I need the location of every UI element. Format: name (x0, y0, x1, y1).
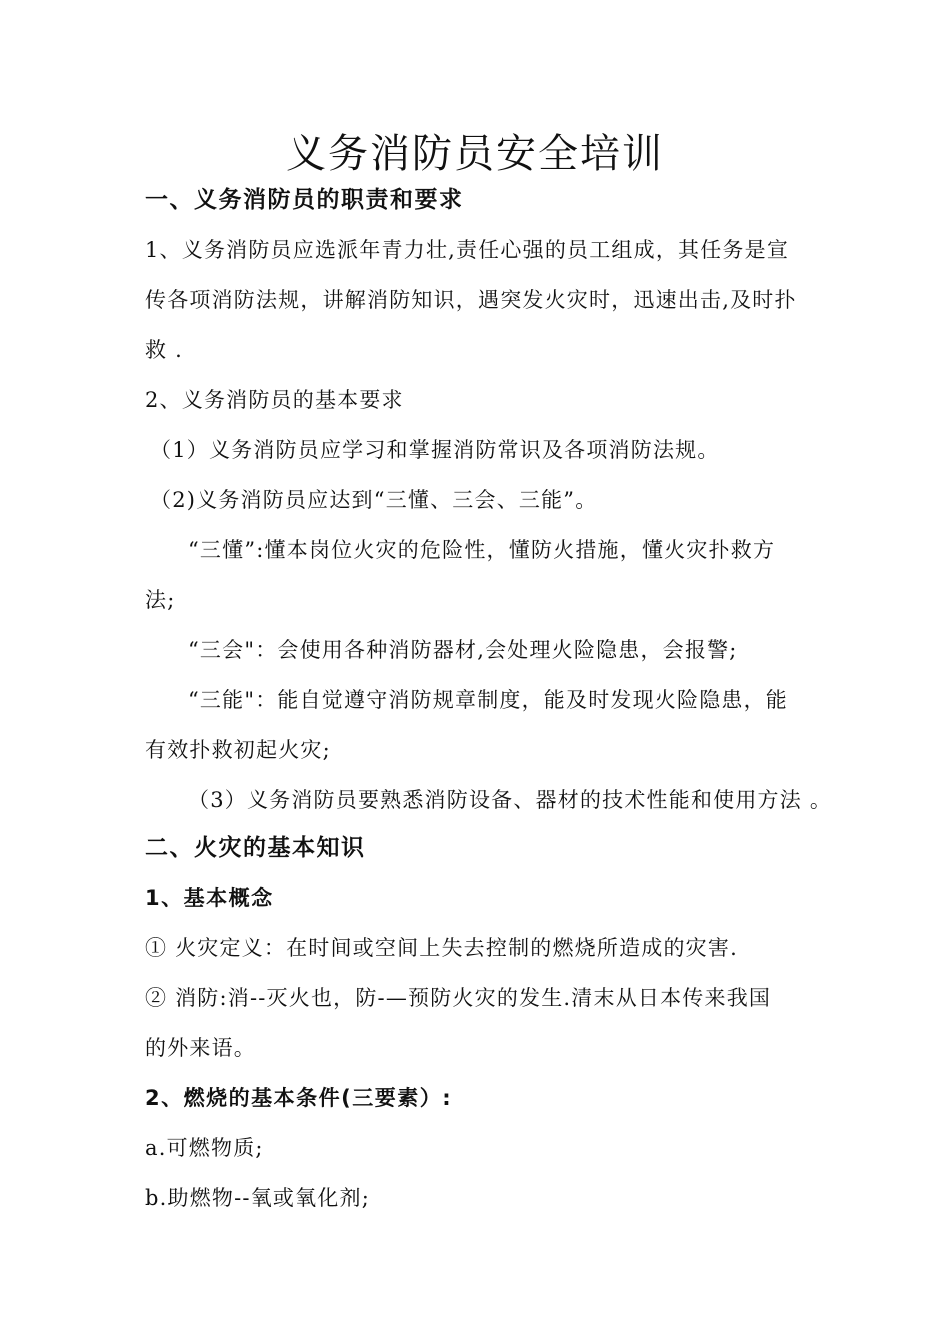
paragraph-line: 法; (145, 588, 176, 612)
section-heading-duties: 一、义务消防员的职责和要求 (145, 187, 464, 213)
list-item: （2)义务消防员应达到“三懂、三会、三能”。 (150, 488, 598, 512)
list-item: a.可燃物质; (145, 1136, 264, 1160)
paragraph-line: ① 火灾定义：在时间或空间上失去控制的燃烧所造成的灾害. (145, 936, 738, 960)
list-item: （3）义务消防员要熟悉消防设备、器材的技术性能和使用方法 。 (188, 788, 833, 812)
document-title: 义务消防员安全培训 (286, 131, 664, 177)
paragraph-line: 有效扑救初起火灾; (145, 738, 331, 762)
paragraph-line: “三懂”:懂本岗位火灾的危险性，懂防火措施，懂火灾扑救方 (188, 538, 776, 562)
paragraph-line: 传各项消防法规，讲解消防知识，遇突发火灾时，迅速出击,及时扑 (145, 288, 797, 312)
paragraph-line: 救 . (145, 338, 183, 362)
paragraph-line: “三能"：能自觉遵守消防规章制度，能及时发现火险隐患，能 (188, 688, 788, 712)
paragraph-line: 2、义务消防员的基本要求 (145, 388, 404, 412)
subsection-heading: 2、燃烧的基本条件(三要素）: (145, 1086, 453, 1110)
subsection-heading: 1、基本概念 (145, 886, 274, 910)
list-item: （1）义务消防员应学习和掌握消防常识及各项消防法规。 (150, 438, 720, 462)
section-heading-fire-knowledge: 二、火灾的基本知识 (145, 835, 366, 861)
paragraph-line: 的外来语。 (145, 1036, 256, 1060)
paragraph-line: “三会"：会使用各种消防器材,会处理火险隐患，会报警; (188, 638, 738, 662)
paragraph-line: 1、义务消防员应选派年青力壮,责任心强的员工组成，其任务是宣 (145, 238, 790, 262)
paragraph-line: ② 消防:消--灭火也，防-—预防火灾的发生.清末从日本传来我国 (145, 986, 772, 1010)
list-item: b.助燃物--氧或氧化剂; (145, 1186, 370, 1210)
